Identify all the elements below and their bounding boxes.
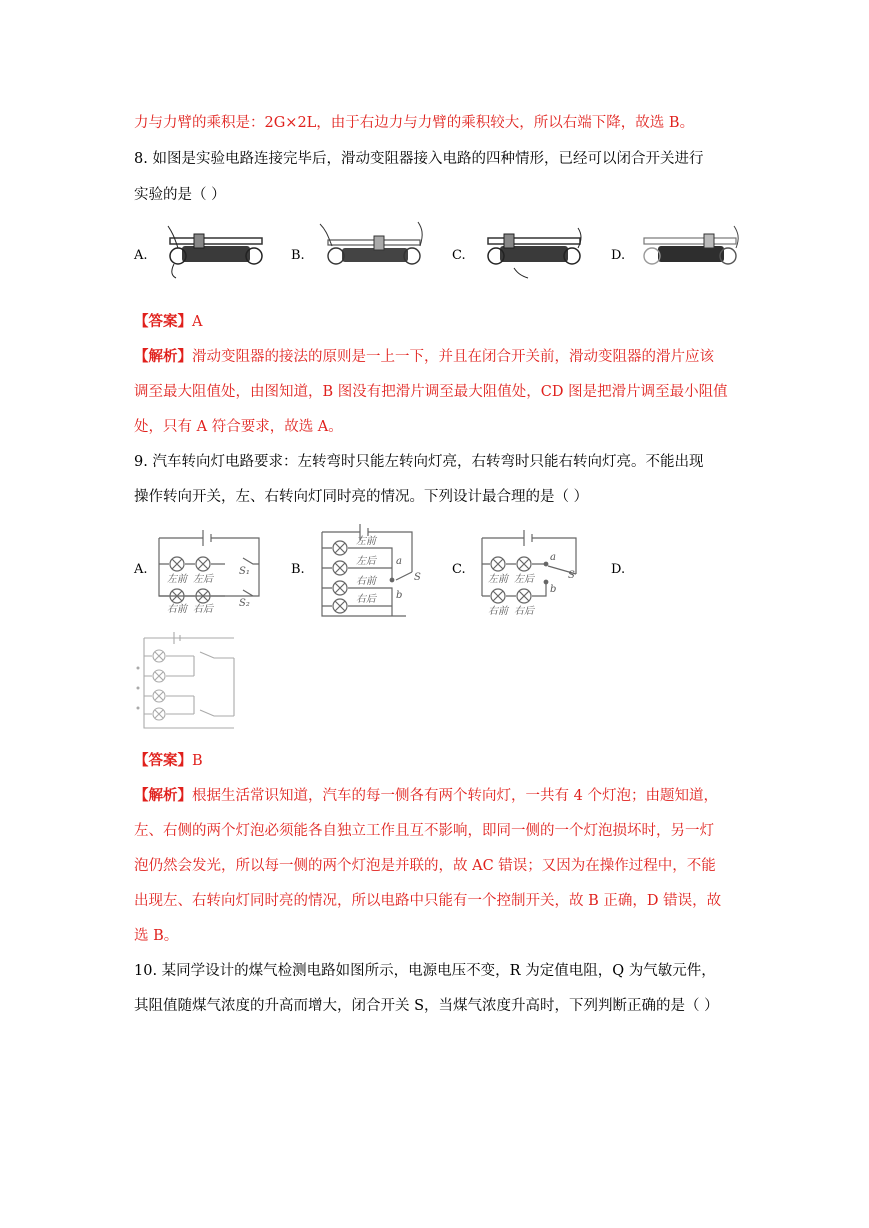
- q8-analysis-text-1: 滑动变阻器的接法的原则是一上一下，并且在闭合开关前，滑动变阻器的滑片应该: [192, 349, 714, 365]
- q8-analysis-line2: 调至最大阻值处，由图知道，B 图没有把滑片调至最大阻值处，CD 图是把滑片调至最小阻值: [134, 384, 728, 400]
- q9-b-left-front: 左前: [356, 536, 376, 547]
- q9-circuit-d-figure: [134, 628, 244, 736]
- q9-c-s: S: [568, 570, 575, 581]
- q8-rheostat-a-figure: [160, 224, 270, 280]
- q9-analysis-line5: 选 B。: [134, 928, 179, 944]
- q9-b-s: S: [414, 572, 421, 583]
- q9-analysis-line2: 左、右侧的两个灯泡必须能各自独立工作且互不影响，即同一侧的一个灯泡损坏时，另一灯: [134, 823, 714, 839]
- q8-option-c-label: C.: [452, 248, 466, 263]
- q9-analysis-line3: 泡仍然会发光，所以每一侧的两个灯泡是并联的，故 AC 错误；又因为在操作过程中，不能: [134, 858, 716, 874]
- q8-option-b-label: B.: [291, 248, 305, 263]
- q9-option-c-label: C.: [452, 562, 466, 577]
- q10-stem-line2: 其阻值随煤气浓度的升高而增大，闭合开关 S，当煤气浓度升高时，下列判断正确的是（ ）: [134, 998, 719, 1014]
- q9-circuit-b-figure: [316, 518, 426, 620]
- q7-answer-tail: 力与力臂的乘积是：2G×2L，由于右边力与力臂的乘积较大，所以右端下降，故选 B。: [134, 115, 695, 131]
- q9-b-right-front: 右前: [356, 576, 376, 587]
- q9-option-a-label: A.: [134, 562, 148, 577]
- q9-circuit-c-figure: [476, 522, 586, 616]
- q9-a-left-rear: 左后: [193, 574, 213, 585]
- q9-analysis-tag: 【解析】: [134, 787, 192, 804]
- q9-c-b: b: [550, 584, 557, 595]
- q9-stem-line2: 操作转向开关，左、右转向灯同时亮的情况。下列设计最合理的是（ ）: [134, 489, 589, 505]
- q8-answer: [134, 312, 202, 332]
- q9-option-d-label: D.: [611, 562, 626, 577]
- q9-analysis-text-1: 根据生活常识知道，汽车的每一侧各有两个转向灯，一共有 4 个灯泡；由题知道，: [192, 788, 718, 804]
- q8-analysis-tag: 【解析】: [134, 348, 192, 365]
- q9-a-right-front: 右前: [167, 604, 187, 614]
- q9-b-b: b: [396, 590, 403, 601]
- q9-answer: [134, 751, 203, 771]
- q9-answer-tag: 【答案】: [134, 752, 192, 769]
- q9-c-a: a: [550, 552, 556, 563]
- q9-c-left-rear: 左后: [514, 574, 534, 585]
- q8-analysis-line1: [134, 347, 714, 367]
- q9-c-left-front: 左前: [488, 574, 508, 585]
- q9-stem-line1: 9. 汽车转向灯电路要求：左转弯时只能左转向灯亮，右转弯时只能右转向灯亮。不能出现: [134, 454, 704, 470]
- q9-circuit-a-figure: [155, 522, 265, 614]
- q9-a-s2: S₂: [239, 598, 250, 609]
- q9-analysis-line1: [134, 786, 718, 806]
- q8-rheostat-c-figure: [478, 222, 588, 280]
- q10-stem-line1: 10. 某同学设计的煤气检测电路如图所示，电源电压不变，R 为定值电阻，Q 为气敏元件，: [134, 963, 716, 979]
- q9-b-right-rear: 右后: [356, 594, 376, 605]
- q8-stem-line1: 8. 如图是实验电路连接完毕后，滑动变阻器接入电路的四种情形，已经可以闭合开关进行: [134, 151, 704, 167]
- q8-analysis-line3: 处，只有 A 符合要求，故选 A。: [134, 419, 343, 435]
- q8-answer-value: A: [192, 314, 203, 330]
- q9-c-right-front: 右前: [488, 606, 508, 616]
- q9-analysis-line4: 出现左、右转向灯同时亮的情况，所以电路中只能有一个控制开关，故 B 正确，D 错误，故: [134, 893, 722, 909]
- q9-option-b-label: B.: [291, 562, 305, 577]
- q8-answer-tag: 【答案】: [134, 313, 192, 330]
- q9-b-left-rear: 左后: [356, 556, 376, 567]
- q8-rheostat-b-figure: [318, 220, 428, 282]
- q9-a-s1: S₁: [239, 566, 250, 577]
- q9-answer-value: B: [192, 753, 203, 769]
- q9-a-left-front: 左前: [167, 574, 187, 585]
- q8-rheostat-d-figure: [634, 222, 744, 278]
- q8-option-d-label: D.: [611, 248, 626, 263]
- q8-option-a-label: A.: [134, 248, 148, 263]
- q9-b-a: a: [396, 556, 402, 567]
- q9-a-right-rear: 右后: [193, 604, 213, 614]
- q8-stem-line2: 实验的是（ ）: [134, 187, 226, 203]
- q9-c-right-rear: 右后: [514, 606, 534, 616]
